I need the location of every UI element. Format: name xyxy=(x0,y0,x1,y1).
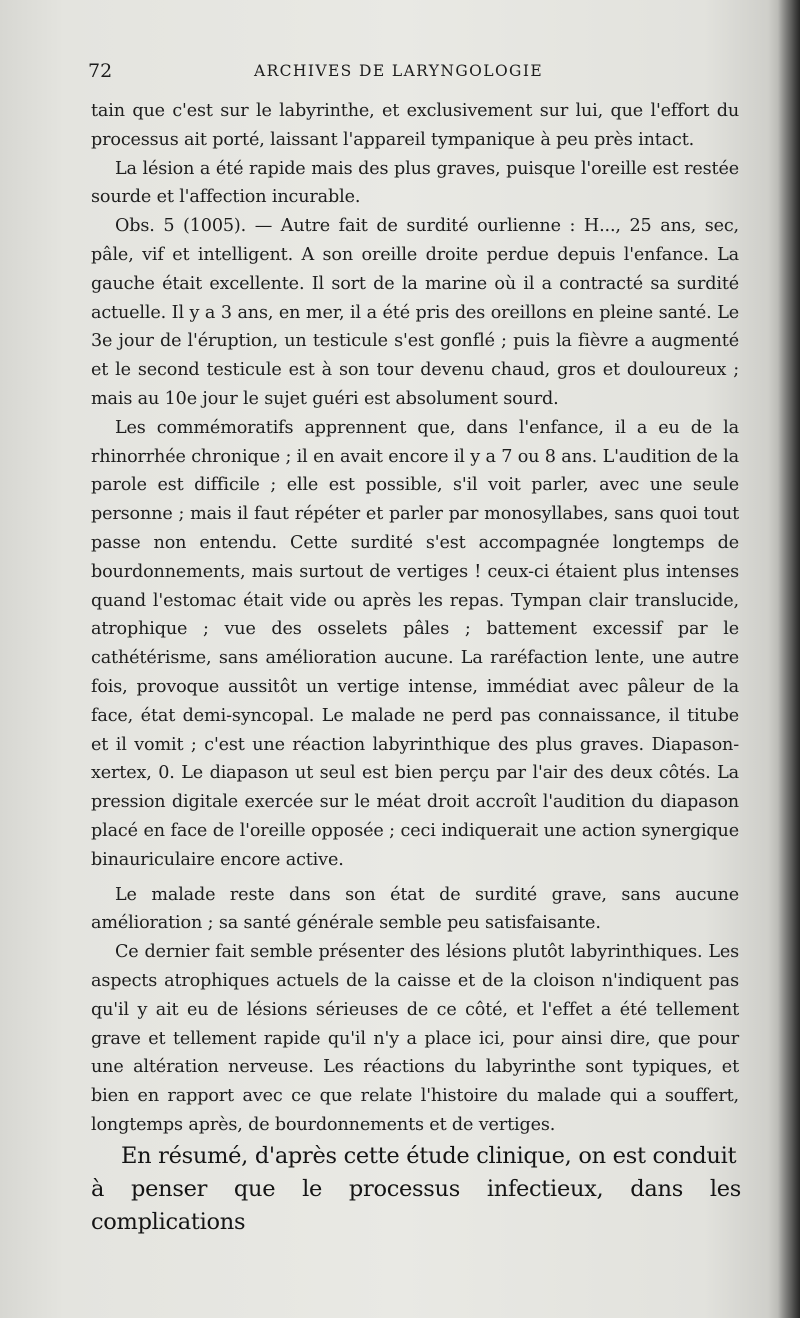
page-number: 72 xyxy=(88,60,113,82)
page-header xyxy=(88,60,738,90)
paragraph-observation-5: Obs. 5 (1005). — Autre fait de surdité ourlienne : H..., 25 ans, sec, pâle, vif et intelligent. A son oreille droite perdue depuis l'enfance. La gauche était excellente. Il sort de la marine où il a contracté sa surdité actuelle. Il y a 3 ans, en mer, il a été pris des oreillons en pleine santé. Le 3e jour de l'éruption, un testicule s'est gonflé ; puis la fièvre a augmenté et le second testicule est à son tour devenu chaud, gros et douloureux ; mais au 10e jour le sujet guéri est absolument sourd. xyxy=(91,216,739,409)
summary-line-2: à penser que le processus infectieux, dans les complications xyxy=(91,1176,741,1235)
summary-line-1: En résumé, d'après cette étude clinique, on est conduit xyxy=(121,1143,737,1169)
paragraph-lesion: La lésion a été rapide mais des plus graves, puisque l'oreille est restée sourde et l'affection incurable. xyxy=(91,158,739,208)
paragraph-continuation: tain que c'est sur le labyrinthe, et exclusivement sur lui, que l'effort du processus ait porté, laissant l'appareil tympanique à peu près intact. xyxy=(91,101,739,150)
summary-paragraph xyxy=(91,1140,741,1239)
body-text xyxy=(91,97,739,1140)
paragraph-outcome: Le malade reste dans son état de surdité grave, sans aucune amélioration ; sa santé générale semble peu satisfaisante. xyxy=(91,884,739,934)
paragraph-interpretation: Ce dernier fait semble présenter des lésions plutôt labyrinthiques. Les aspects atrophiques actuels de la caisse et de la cloison n'indiquent pas qu'il y ait eu de lésions sérieuses de ce côté, et l'effet a été tellement grave et tellement rapide qu'il n'y a place ici, pour ainsi dire, que pour une altération nerveuse. Les réactions du labyrinthe sont typiques, et bien en rapport avec ce que relate l'histoire du malade qui a souffert, longtemps après, de bourdonnements et de vertiges. xyxy=(91,942,739,1135)
running-title: ARCHIVES DE LARYNGOLOGIE xyxy=(254,62,544,80)
paragraph-commemoratifs: Les commémoratifs apprennent que, dans l'enfance, il a eu de la rhinorrhée chronique ; il en avait encore il y a 7 ou 8 ans. L'audition de la parole est difficile ; elle est possible, s'il voit parler, avec une seule personne ; mais il faut répéter et parler par monosyllabes, sans quoi tout passe non entendu. Cette surdité s'est accompagnée longtemps de bourdonnements, mais surtout de vertiges ! ceux-ci étaient plus intenses quand l'estomac était vide ou après les repas. Tympan clair translucide, atrophique ; vue des osselets pâles ; battement excessif par le cathétérisme, sans amélioration aucune. La raréfaction lente, une autre fois, provoque aussitôt un vertige intense, immédiat avec pâleur de la face, état demi-syncopal. Le malade ne perd pas connaissance, il titube et il vomit ; c'est une réaction labyrinthique des plus graves. Diapason-xertex, 0. Le diapason ut seul est bien perçu par l'air des deux côtés. La pression digitale exercée sur le méat droit accroît l'audition du diapason placé en face de l'oreille opposée ; ceci indiquerait une action synergique binauriculaire encore active. xyxy=(91,417,739,870)
